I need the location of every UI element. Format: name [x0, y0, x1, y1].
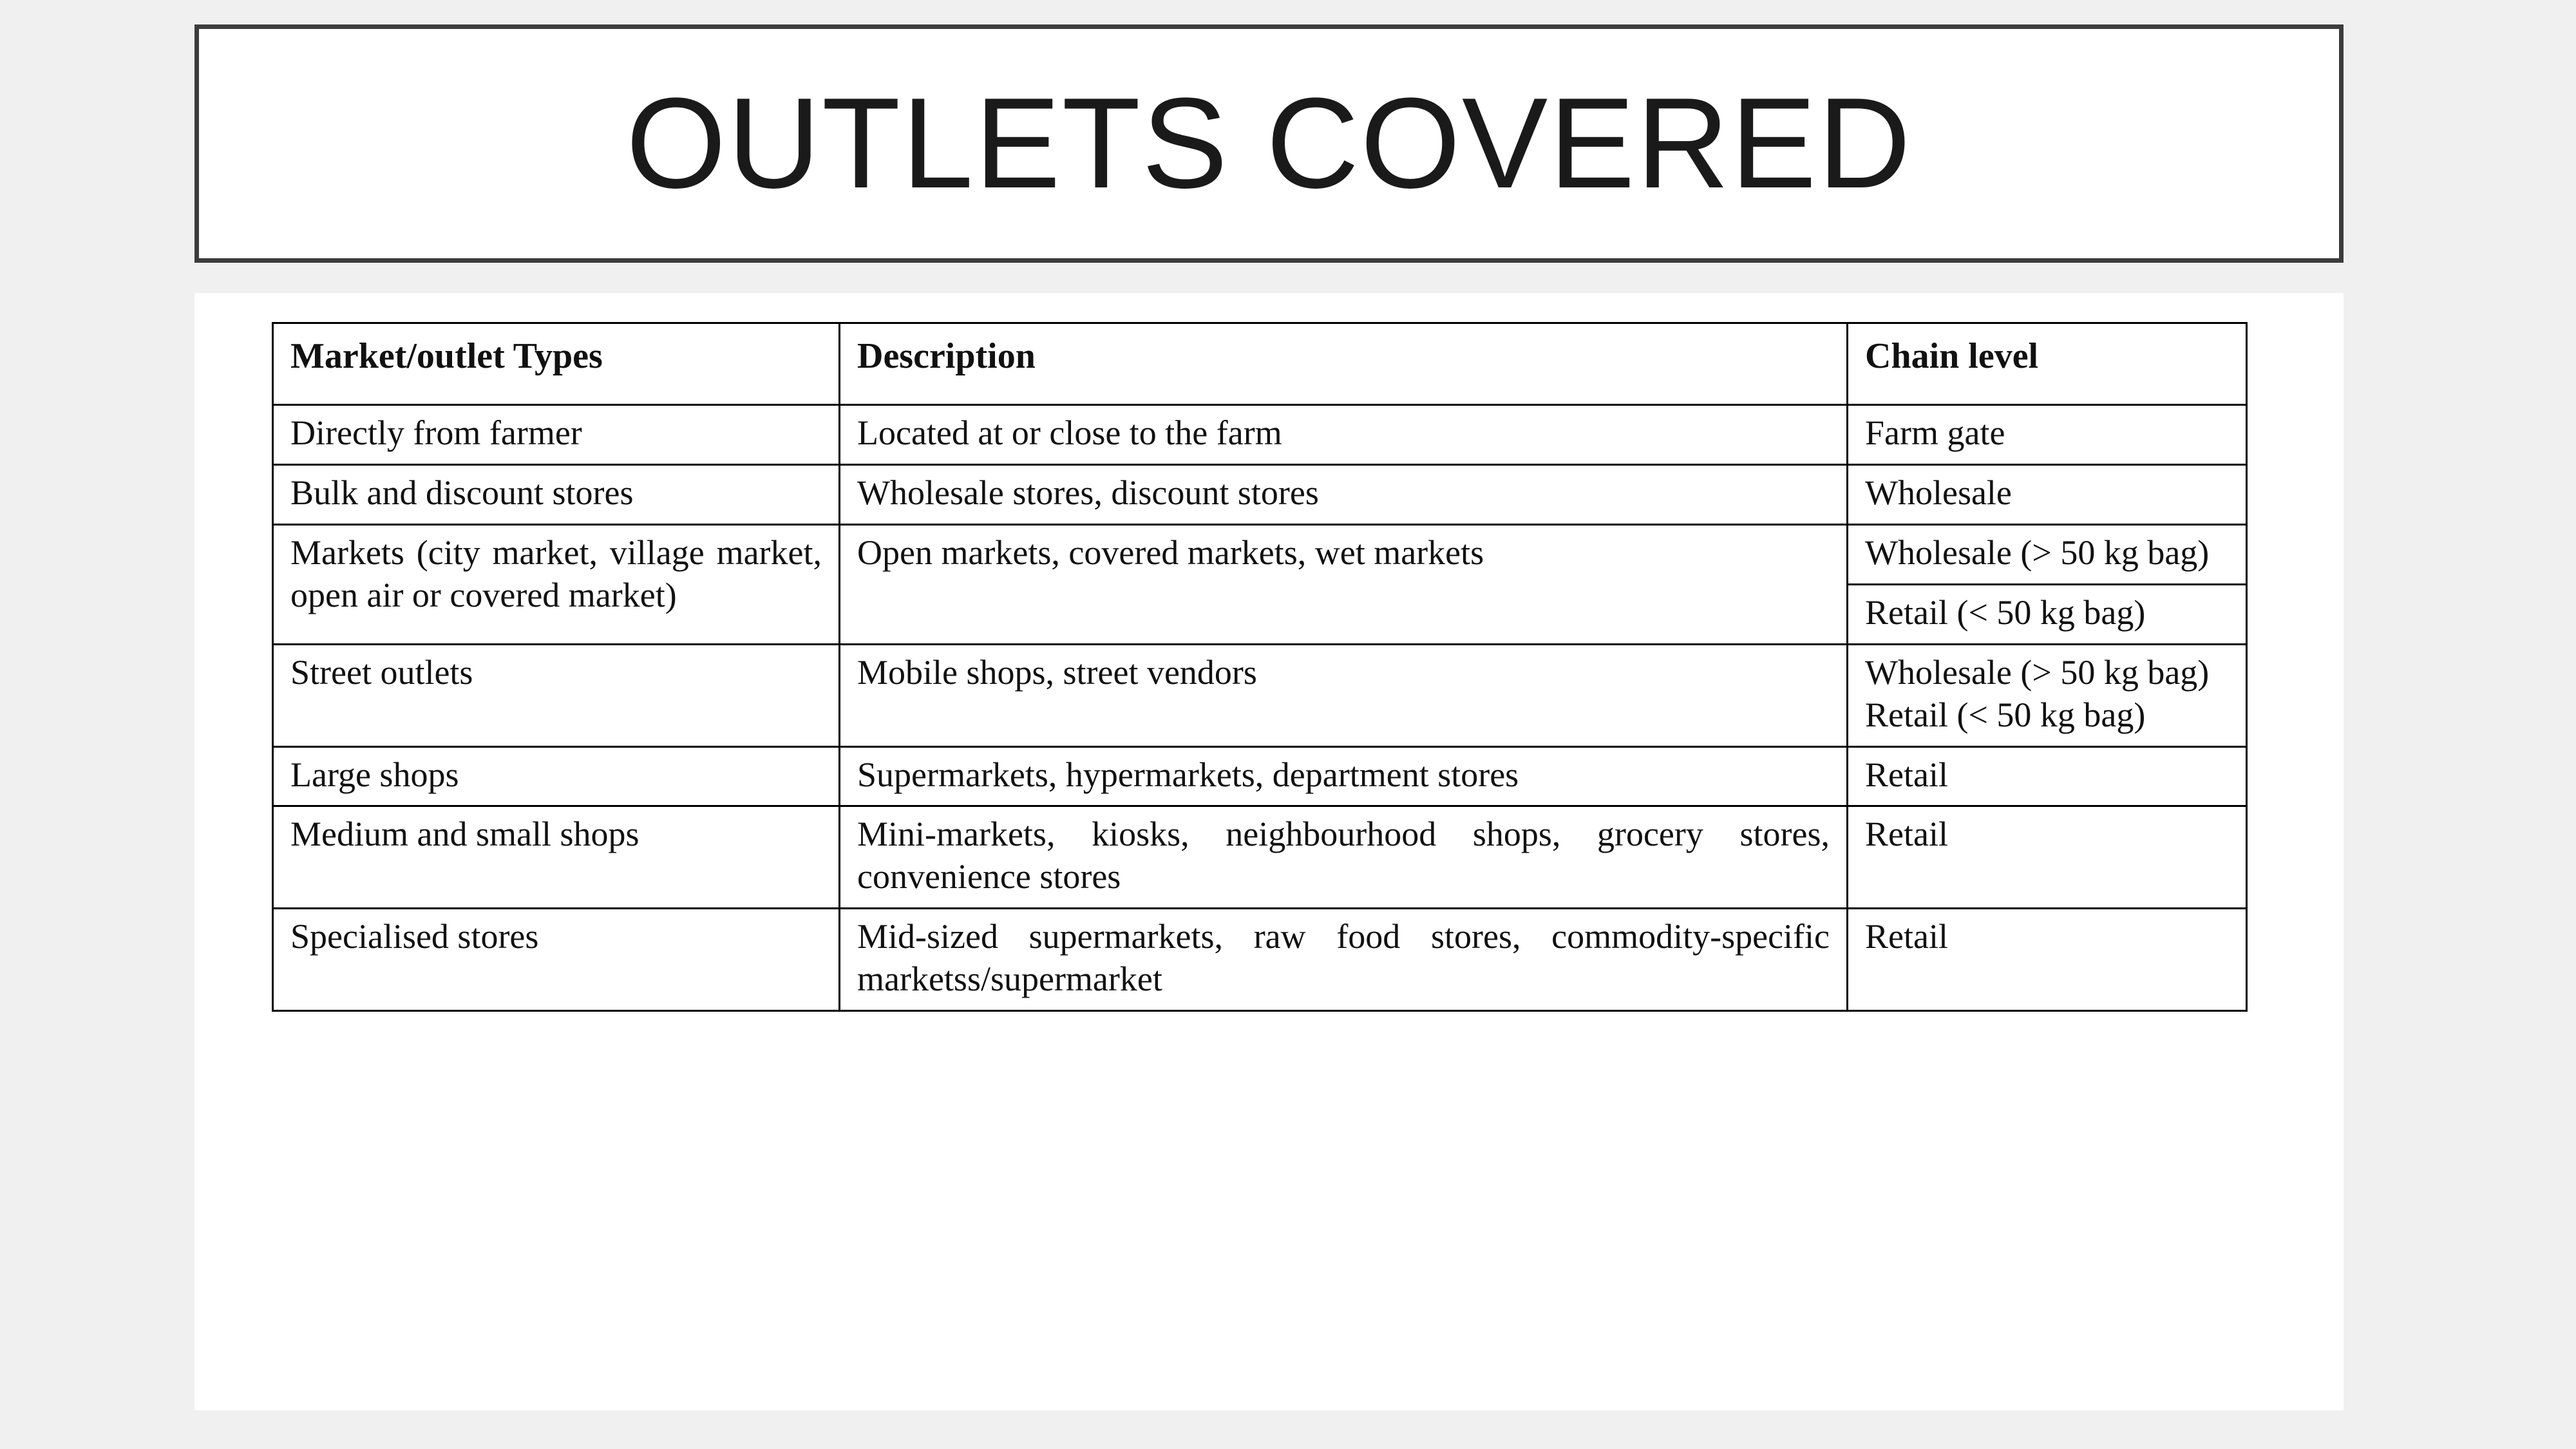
- cell-description: Mid-sized supermarkets, raw food stores, commodity-specific marketss/supermarket: [840, 909, 1848, 1011]
- table-container: [272, 322, 2246, 1012]
- cell-chain-level: Retail: [1848, 746, 2247, 806]
- cell-chain-level: Wholesale (> 50 kg bag): [1848, 525, 2247, 585]
- column-header-market-types: Market/outlet Types: [273, 323, 840, 405]
- cell-chain-level: Farm gate: [1848, 405, 2247, 465]
- cell-chain-level-group: [1848, 644, 2247, 746]
- outlets-table: [272, 322, 2248, 1012]
- cell-chain-level: Wholesale: [1848, 465, 2247, 525]
- table-row: [273, 746, 2247, 806]
- table-row: [273, 465, 2247, 525]
- cell-chain-level: Wholesale (> 50 kg bag): [1865, 652, 2210, 692]
- cell-chain-level: Retail: [1848, 909, 2247, 1011]
- cell-market-type: Medium and small shops: [273, 806, 840, 909]
- table-row: [273, 806, 2247, 909]
- cell-description: Supermarkets, hypermarkets, department stores: [840, 746, 1848, 806]
- table-row: [273, 644, 2247, 746]
- table-header-row: [273, 323, 2247, 405]
- cell-market-type: Street outlets: [273, 644, 840, 746]
- cell-description: Mini-markets, kiosks, neighbourhood shops, grocery stores, convenience stores: [840, 806, 1848, 909]
- cell-market-type: Markets (city market, village market, open air or covered market): [273, 525, 840, 645]
- table-row: [273, 405, 2247, 465]
- slide-title-box: [194, 24, 2344, 263]
- content-panel: [194, 293, 2344, 1410]
- cell-market-type: Specialised stores: [273, 909, 840, 1011]
- cell-description: Located at or close to the farm: [840, 405, 1848, 465]
- cell-market-type: Directly from farmer: [273, 405, 840, 465]
- cell-market-type: Large shops: [273, 746, 840, 806]
- cell-description: Wholesale stores, discount stores: [840, 465, 1848, 525]
- table-row: [273, 909, 2247, 1011]
- page-title: OUTLETS COVERED: [626, 71, 1912, 215]
- cell-market-type: Bulk and discount stores: [273, 465, 840, 525]
- cell-description: Open markets, covered markets, wet markets: [840, 525, 1848, 645]
- cell-description: Mobile shops, street vendors: [840, 644, 1848, 746]
- column-header-description: Description: [840, 323, 1848, 405]
- cell-chain-level: Retail (< 50 kg bag): [1848, 584, 2247, 644]
- column-header-chain-level: Chain level: [1848, 323, 2247, 405]
- cell-chain-level: Retail: [1848, 806, 2247, 909]
- table-row: [273, 525, 2247, 585]
- cell-chain-level: Retail (< 50 kg bag): [1865, 695, 2146, 734]
